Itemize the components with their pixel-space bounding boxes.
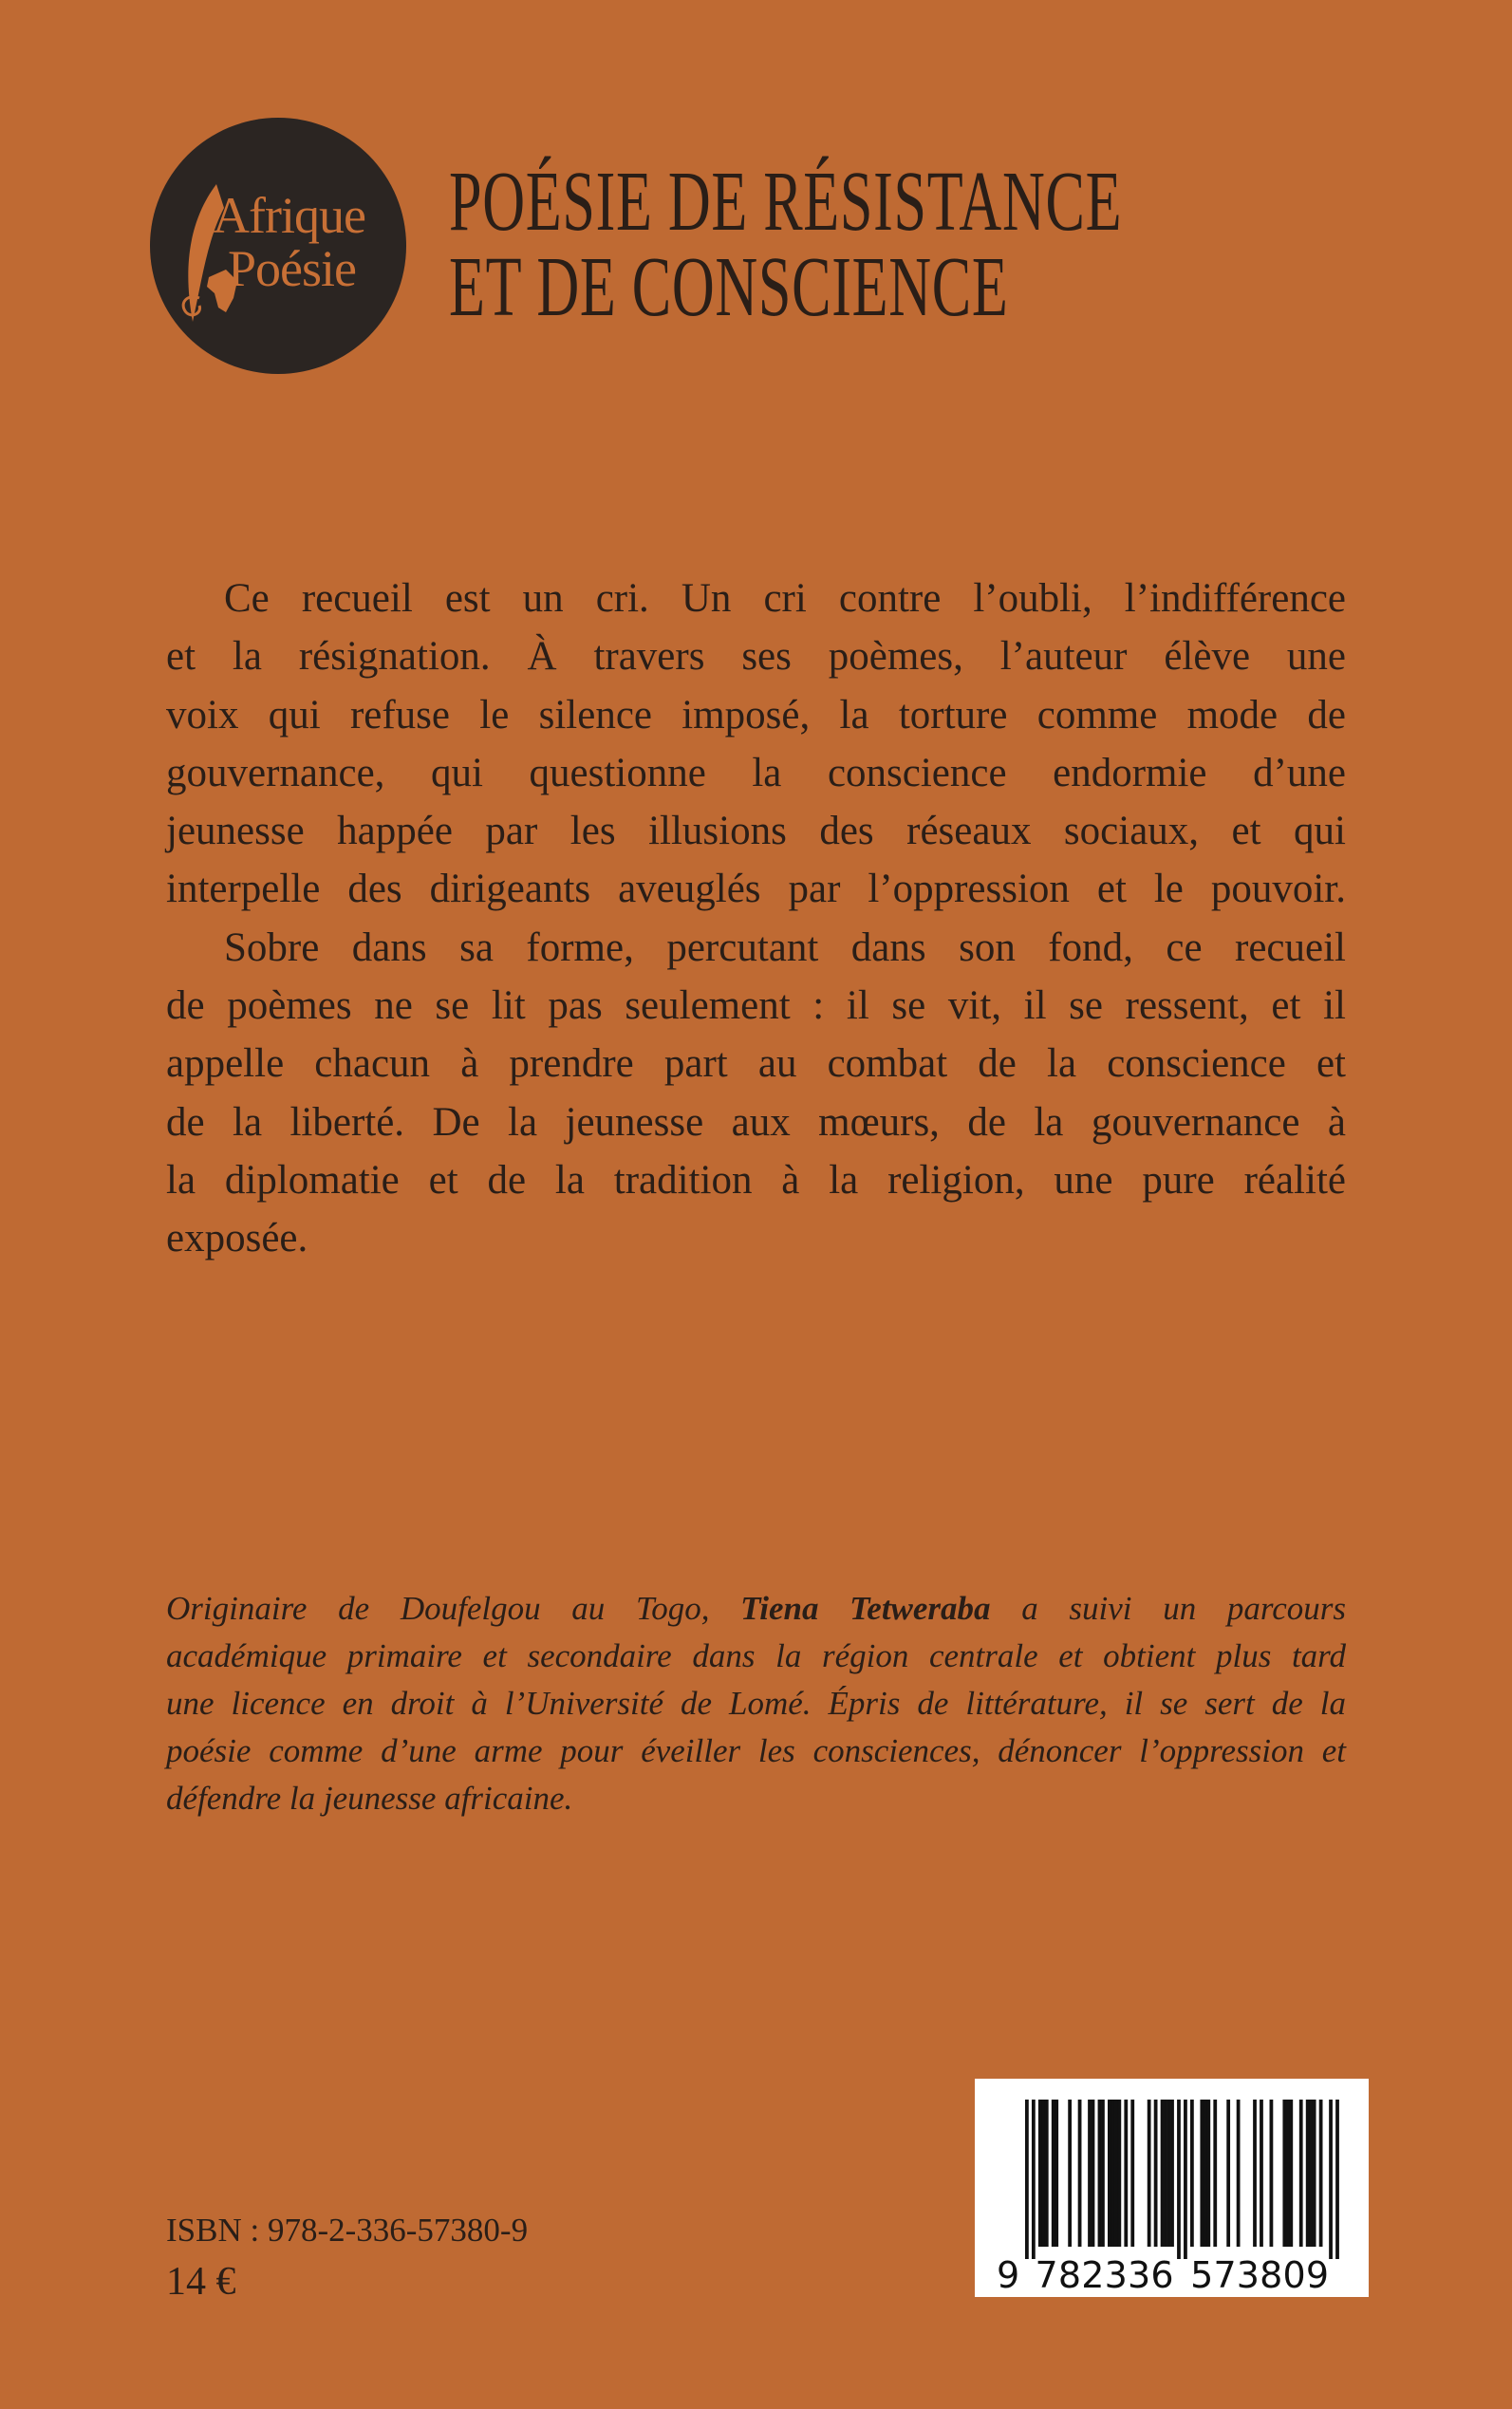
bio-line: académique primaire et secondaire dans la région centrale et obtient plus tard: [166, 1637, 1346, 1674]
barcode-bar: [1025, 2100, 1029, 2259]
barcode-bar: [1032, 2100, 1036, 2259]
barcode-bar: [1167, 2100, 1171, 2247]
barcode-bar: [1299, 2100, 1303, 2247]
book-title: [449, 155, 1123, 334]
barcode-bar: [1253, 2100, 1257, 2247]
summary-line: et la résignation. À travers ses poèmes, l’auteur élève une: [166, 634, 1346, 680]
summary-line: voix qui refuse le silence imposé, la torture comme mode de: [166, 692, 1346, 738]
barcode-digit: 3: [1127, 2254, 1151, 2296]
barcode-digit: 9: [997, 2254, 1020, 2296]
bio-line: défendre la jeunesse africaine.: [166, 1780, 573, 1817]
barcode-bar: [1088, 2100, 1092, 2247]
author-bio: [166, 1585, 1346, 1822]
barcode-graphic: [975, 2079, 1369, 2297]
summary-line: gouvernance, qui questionne la conscience endormie d’une: [166, 750, 1346, 795]
summary-line: Sobre dans sa forme, percutant dans son fond, ce recueil: [224, 924, 1346, 970]
barcode-bar: [1038, 2100, 1042, 2247]
barcode-bar: [1111, 2100, 1114, 2247]
summary-line: interpelle des dirigeants aveuglés par l’oppression et le pouvoir.: [166, 867, 1346, 912]
barcode-bar: [1204, 2100, 1207, 2247]
barcode-bar: [1260, 2100, 1263, 2247]
barcode-bar: [1177, 2100, 1181, 2259]
barcode: [975, 2079, 1369, 2297]
bio-text: Originaire de Doufelgou au Togo,: [166, 1590, 710, 1627]
bio-line: une licence en droit à l’Université de Lomé. Épris de littérature, il se sert de la: [166, 1685, 1346, 1722]
barcode-bar: [1309, 2100, 1313, 2247]
logo-text-poesie: Poésie: [228, 240, 356, 297]
barcode-bar: [1200, 2100, 1204, 2247]
barcode-bar: [1184, 2100, 1187, 2259]
barcode-digit: 7: [1213, 2254, 1237, 2296]
summary-line: exposée.: [166, 1216, 308, 1261]
barcode-bar: [1124, 2100, 1128, 2247]
barcode-digit: 2: [1081, 2254, 1105, 2296]
summary-line: la diplomatie et de la tradition à la religion, une pure réalité: [166, 1157, 1346, 1203]
author-name: Tiena Tetweraba: [740, 1590, 991, 1627]
barcode-bar: [1078, 2100, 1082, 2247]
summary-line: de poèmes ne se lit pas seulement : il se vit, il se ressent, et il: [166, 983, 1346, 1029]
barcode-bar: [1114, 2100, 1118, 2247]
barcode-bar: [1041, 2100, 1045, 2247]
summary-text: [166, 570, 1346, 1268]
barcode-bar: [1313, 2100, 1316, 2247]
barcode-bar: [1130, 2100, 1134, 2247]
summary-line: Ce recueil est un cri. Un cri contre l’oubli, l’indifférence: [224, 576, 1346, 621]
title-line-2: ET DE CONSCIENCE: [449, 240, 1009, 334]
publisher-logo: [150, 118, 406, 374]
barcode-bar: [1154, 2100, 1158, 2247]
barcode-bar: [1329, 2100, 1333, 2259]
barcode-bar: [1289, 2100, 1293, 2247]
barcode-digit: 6: [1150, 2254, 1174, 2296]
barcode-bar: [1117, 2100, 1121, 2247]
barcode-bar: [1098, 2100, 1102, 2247]
barcode-bar: [1213, 2100, 1217, 2247]
barcode-bar: [1045, 2100, 1049, 2247]
barcode-bar: [1108, 2100, 1111, 2247]
barcode-bar: [1206, 2100, 1210, 2247]
barcode-digit: 8: [1057, 2254, 1082, 2296]
barcode-bar: [1164, 2100, 1167, 2247]
summary-line: de la liberté. De la jeunesse aux mœurs, de la gouvernance à: [166, 1099, 1346, 1145]
title-line-1: POÉSIE DE RÉSISTANCE: [449, 155, 1123, 249]
bio-text: a suivi un parcours: [1021, 1590, 1346, 1627]
bio-line: poésie comme d’une arme pour éveiller les consciences, dénoncer l’oppression et: [166, 1732, 1346, 1769]
barcode-bar: [1282, 2100, 1286, 2247]
barcode-bar: [1161, 2100, 1165, 2247]
barcode-bar: [1335, 2100, 1339, 2259]
barcode-bar: [1237, 2100, 1241, 2247]
barcode-digit: 9: [1305, 2254, 1330, 2296]
bio-line: [166, 1585, 1346, 1633]
barcode-digit: 3: [1236, 2254, 1260, 2296]
barcode-bar: [1170, 2100, 1174, 2247]
barcode-digit: 8: [1260, 2254, 1283, 2296]
barcode-bar: [1226, 2100, 1230, 2247]
isbn: ISBN : 978-2-336-57380-9: [166, 2212, 529, 2249]
barcode-bar: [1068, 2100, 1072, 2247]
price: 14 €: [166, 2260, 236, 2304]
barcode-bar: [1148, 2100, 1151, 2247]
barcode-digit: 7: [1035, 2254, 1058, 2296]
barcode-bar: [1055, 2100, 1058, 2247]
barcode-bar: [1052, 2100, 1055, 2247]
barcode-bar: [1286, 2100, 1290, 2247]
barcode-bar: [1101, 2100, 1105, 2247]
logo-text-afrique: Afrique: [213, 187, 365, 244]
barcode-bar: [1092, 2100, 1095, 2247]
barcode-bar: [1319, 2100, 1323, 2247]
barcode-digit: 3: [1104, 2254, 1128, 2296]
summary-line: appelle chacun à prendre part au combat de la conscience et: [166, 1041, 1346, 1087]
barcode-bar: [1306, 2100, 1310, 2247]
barcode-digit: 0: [1282, 2254, 1306, 2296]
barcode-digit: 5: [1190, 2254, 1214, 2296]
barcode-bar: [1270, 2100, 1274, 2247]
barcode-bar: [1190, 2100, 1194, 2247]
summary-line: jeunesse happée par les illusions des réseaux sociaux, et qui: [166, 809, 1346, 854]
